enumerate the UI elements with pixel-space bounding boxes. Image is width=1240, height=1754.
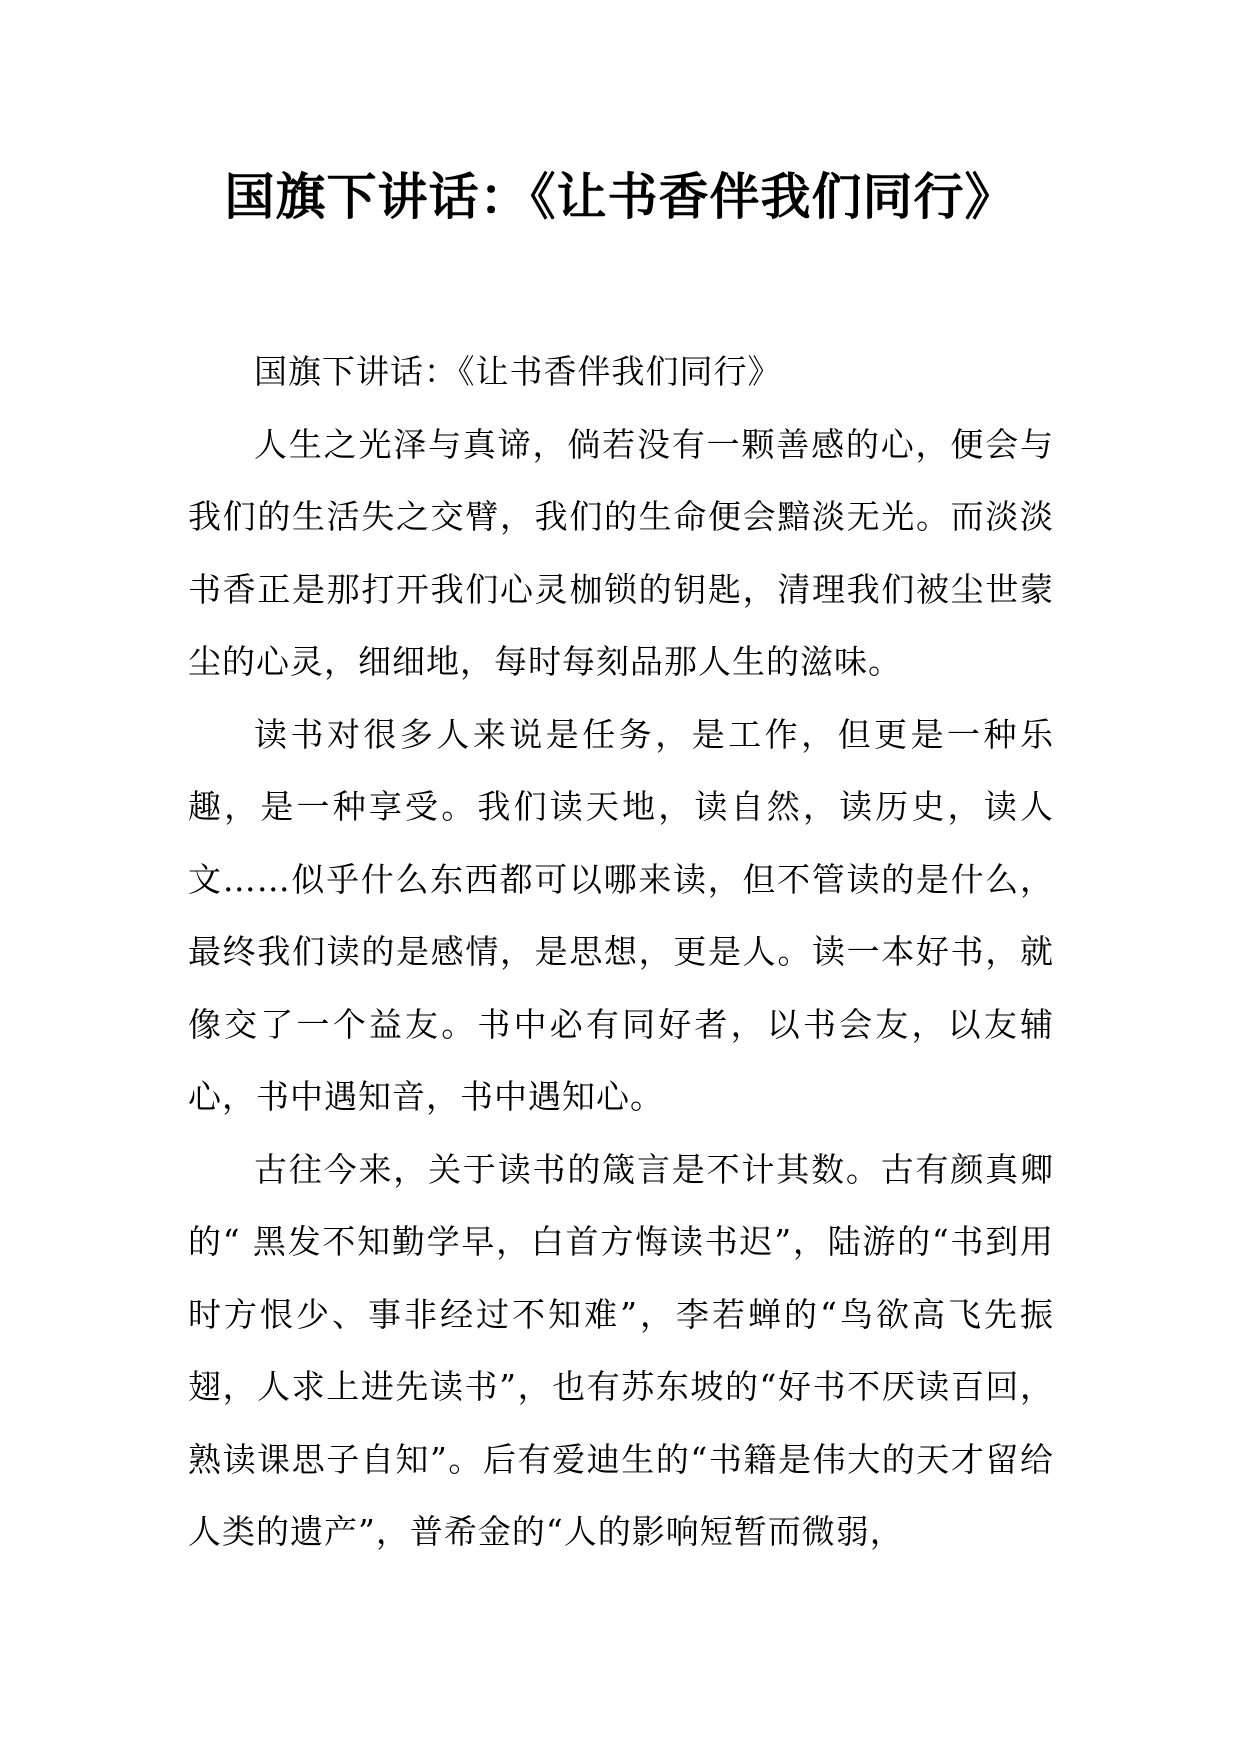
paragraph-intro-title: 国旗下讲话：《让书香伴我们同行》 [254, 352, 782, 391]
paragraph-2: 读书对很多人来说是任务，是工作，但更是一种乐趣，是一种享受。我们读天地，读自然，读历史，读人文……似乎什么东西都可以哪来读，但不管读的是什么，最终我们读的是感情，是思想，更是人。读一本好书，就像交了一个益友。书中必有同好者，以书会友，以友辅心，书中遇知音，书中遇知心。 [188, 714, 1054, 1116]
document-title: 国旗下讲话：《让书香伴我们同行》 [224, 167, 1016, 226]
document-body [188, 336, 1054, 1569]
paragraph-1: 人生之光泽与真谛，倘若没有一颗善感的心，便会与我们的生活失之交臂，我们的生命便会黯淡无光。而淡淡书香正是那打开我们心灵枷锁的钥匙，清理我们被尘世蒙尘的心灵，细细地，每时每刻品那人生的滋味。 [188, 424, 1054, 681]
paragraph-3: 古往今来，关于读书的箴言是不计其数。古有颜真卿的“ 黑发不知勤学早，白首方悔读书迟”，陆游的“书到用时方恨少、事非经过不知难”，李若蝉的“鸟欲高飞先振翅，人求上进先读书”，也有苏东坡的“好书不厌读百回，熟读课思子自知”。后有爱迪生的“书籍是伟大的天才留给人类的遗产”，普希金的“人的影响短暂而微弱， [188, 1149, 1054, 1551]
